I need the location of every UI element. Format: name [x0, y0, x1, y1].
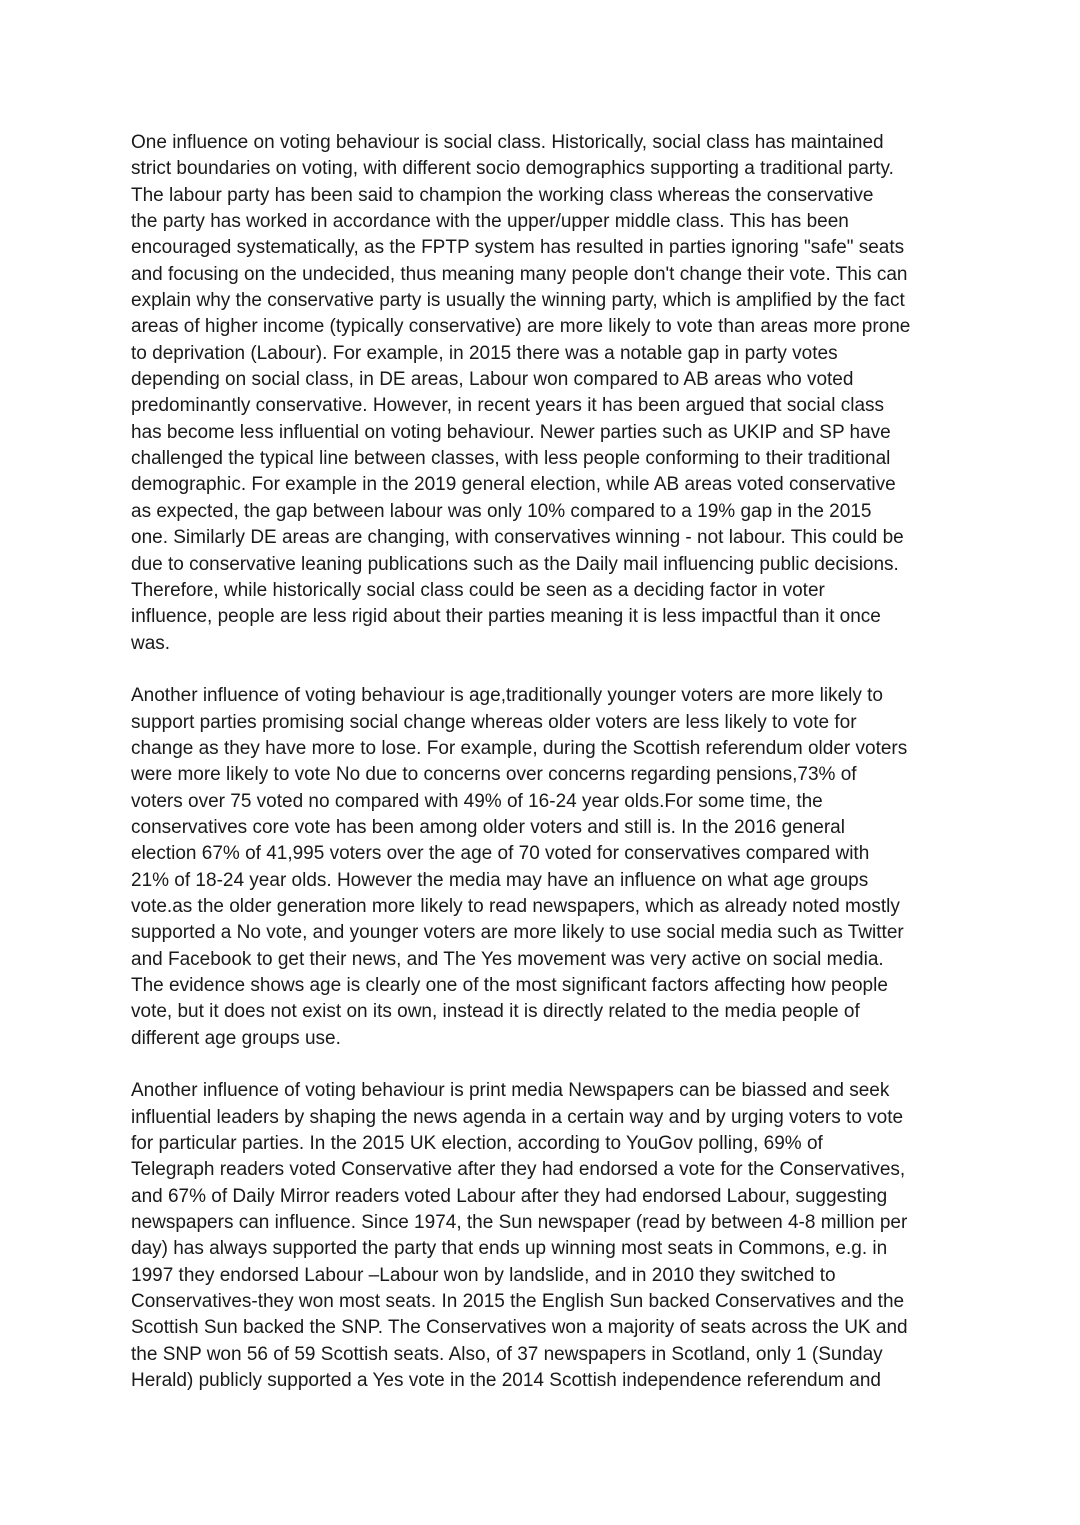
text-line: vote, but it does not exist on its own, instead it is directly related to the media people of [131, 1001, 860, 1023]
text-line: Another influence of voting behaviour is age,traditionally younger voters are more likely to [131, 685, 883, 707]
text-line: were more likely to vote No due to concerns over concerns regarding pensions,73% of [131, 764, 857, 786]
text-line: as expected, the gap between labour was only 10% compared to a 19% gap in the 2015 [131, 500, 872, 522]
text-line: Another influence of voting behaviour is print media Newspapers can be biassed and seek [131, 1080, 890, 1102]
text-line: one. Similarly DE areas are changing, with conservatives winning - not labour. This could be [131, 527, 904, 549]
text-line: was. [131, 632, 171, 654]
text-line: Scottish Sun backed the SNP. The Conservatives won a majority of seats across the UK and [131, 1317, 908, 1339]
text-line: The evidence shows age is clearly one of the most significant factors affecting how people [131, 975, 888, 996]
text-line: due to conservative leaning publications such as the Daily mail influencing public decisions. [131, 553, 899, 575]
paragraph-age [131, 683, 956, 1052]
text-line: newspapers can influence. Since 1974, the Sun newspaper (read by between 4-8 million per [131, 1212, 908, 1234]
text-line: has become less influential on voting behaviour. Newer parties such as UKIP and SP have [131, 421, 891, 443]
text-line: areas of higher income (typically conservative) are more likely to vote than areas more prone [131, 316, 911, 338]
text-line: Telegraph readers voted Conservative after they had endorsed a vote for the Conservatives, [131, 1159, 906, 1181]
text-line: Herald) publicly supported a Yes vote in the 2014 Scottish independence referendum and [131, 1370, 881, 1392]
text-line: explain why the conservative party is usually the winning party, which is amplified by the fact [131, 290, 905, 312]
text-line: demographic. For example in the 2019 general election, while AB areas voted conservative [131, 474, 896, 496]
text-line: strict boundaries on voting, with different socio demographics supporting a traditional party. [131, 158, 894, 180]
text-line: challenged the typical line between classes, with less people conforming to their traditional [131, 448, 891, 470]
text-line: 1997 they endorsed Labour –Labour won by landslide, and in 2010 they switched to [131, 1264, 836, 1286]
text-line: One influence on voting behaviour is social class. Historically, social class has maintained [131, 132, 884, 153]
text-line: vote.as the older generation more likely to read newspapers, which as already noted mostly [131, 895, 900, 917]
text-line: and focusing on the undecided, thus meaning many people don't change their vote. This can [131, 263, 908, 285]
text-line: supported a No vote, and younger voters are more likely to use social media such as Twitter [131, 922, 904, 944]
text-line: encouraged systematically, as the FPTP system has resulted in parties ignoring "safe" seats [131, 237, 905, 259]
text-line: influence, people are less rigid about their parties meaning it is less impactful than it once [131, 606, 881, 628]
text-line: conservatives core vote has been among older voters and still is. In the 2016 general [131, 816, 845, 838]
text-line: and Facebook to get their news, and The Yes movement was very active on social media. [131, 948, 884, 970]
text-line: Therefore, while historically social class could be seen as a deciding factor in voter [131, 579, 825, 601]
text-line: day) has always supported the party that ends up winning most seats in Commons, e.g. in [131, 1238, 888, 1260]
text-line: influential leaders by shaping the news agenda in a certain way and by urging voters to vote [131, 1106, 904, 1128]
text-line: the SNP won 56 of 59 Scottish seats. Also, of 37 newspapers in Scotland, only 1 (Sunday [131, 1343, 883, 1365]
text-line: different age groups use. [131, 1027, 341, 1049]
paragraph-social-class [131, 130, 956, 657]
text-line: 21% of 18-24 year olds. However the media may have an influence on what age groups [131, 869, 869, 891]
text-line: predominantly conservative. However, in recent years it has been argued that social class [131, 395, 885, 417]
text-line: Conservatives-they won most seats. In 2015 the English Sun backed Conservatives and the [131, 1291, 905, 1313]
text-line: The labour party has been said to champion the working class whereas the conservative [131, 184, 874, 206]
text-line: the party has worked in accordance with the upper/upper middle class. This has been [131, 211, 849, 233]
text-line: support parties promising social change whereas older voters are less likely to vote for [131, 711, 857, 733]
text-line: to deprivation (Labour). For example, in 2015 there was a notable gap in party votes [131, 342, 838, 364]
text-line: depending on social class, in DE areas, Labour won compared to AB areas who voted [131, 369, 854, 391]
paragraph-print-media [131, 1078, 956, 1394]
text-line: for particular parties. In the 2015 UK election, according to YouGov polling, 69% of [131, 1133, 823, 1155]
text-line: voters over 75 voted no compared with 49% of 16-24 year olds.For some time, the [131, 790, 823, 812]
document-body [131, 130, 956, 1421]
text-line: election 67% of 41,995 voters over the age of 70 voted for conservatives compared with [131, 843, 870, 865]
text-line: change as they have more to lose. For example, during the Scottish referendum older voters [131, 737, 908, 759]
text-line: and 67% of Daily Mirror readers voted Labour after they had endorsed Labour, suggesting [131, 1185, 888, 1207]
